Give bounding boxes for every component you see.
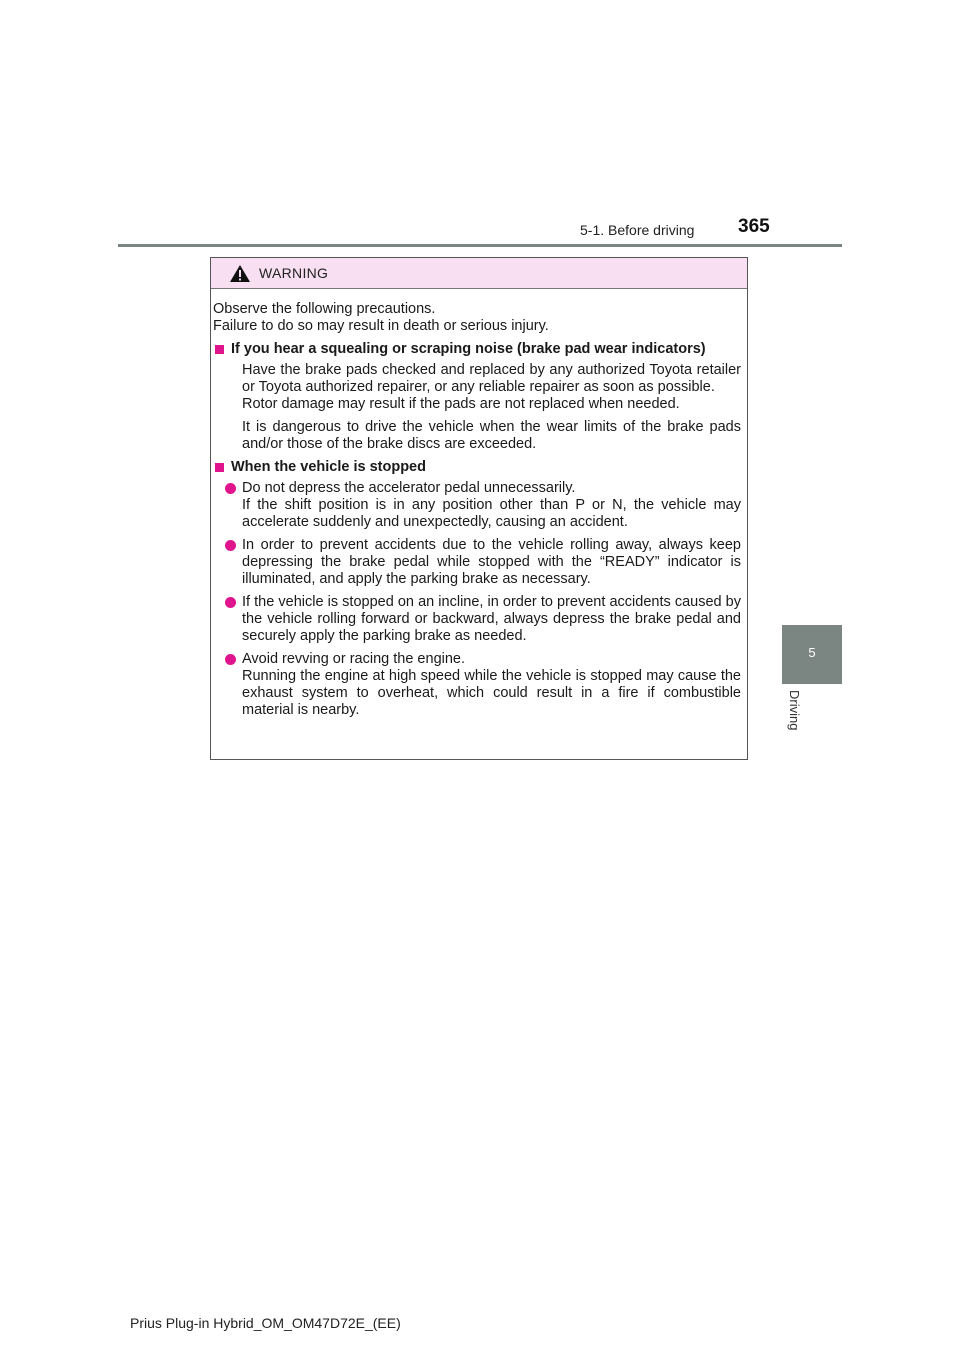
footer-document-id: Prius Plug-in Hybrid_OM_OM47D72E_(EE) [130,1315,401,1331]
warning-triangle-icon [229,264,251,283]
list-item-line: Avoid revving or racing the engine. [242,651,466,667]
square-bullet-icon [215,345,224,354]
list-item-line: Do not depress the accelerator pedal unnecessarily. [242,480,576,496]
list-item [242,537,741,588]
warning-box [210,257,748,760]
chapter-label [786,690,804,750]
warning-body [211,289,747,719]
page-number: 365 [738,216,770,237]
paragraph-line: It is dangerous to drive the vehicle when the wear limits of the brake pads and/or those of the brake discs are exceeded. [242,419,741,452]
header-section-title: 5-1. Before driving [580,222,695,238]
list-item-line: Running the engine at high speed while the vehicle is stopped may cause the exhaust system to overheat, which could result in a fire if combustible material is nearby. [242,668,741,718]
chapter-tab [782,625,842,684]
circle-bullet-icon [225,540,236,551]
list-item [242,594,741,645]
paragraph-line: Have the brake pads checked and replaced by any authorized Toyota retailer or Toyota authorized repairer, or any reliable repairer as soon as possible. [242,362,741,395]
paragraph [242,362,741,413]
circle-bullet-icon [225,483,236,494]
circle-bullet-icon [225,597,236,608]
chapter-label-text: Driving [787,690,802,731]
paragraph [242,419,741,453]
intro-line: Observe the following precautions. [213,301,436,317]
circle-bullet-icon [225,654,236,665]
section-heading [213,459,741,476]
section-heading-text: If you hear a squealing or scraping noise (brake pad wear indicators) [231,341,706,357]
list-item-line: If the shift position is in any position other than P or N, the vehicle may accelerate suddenly and unexpectedly, causing an accident. [242,497,741,530]
square-bullet-icon [215,463,224,472]
paragraph-line: Rotor damage may result if the pads are not replaced when needed. [242,396,680,412]
warning-intro [213,301,741,335]
list-item [242,651,741,719]
section-heading [213,341,741,358]
section-heading-text: When the vehicle is stopped [231,459,426,475]
header-rule [118,244,842,247]
list-item-line: If the vehicle is stopped on an incline, in order to prevent accidents caused by the vehicle rolling forward or backward, always depress the brake pedal and securely apply the parking brake as needed. [242,594,741,644]
intro-line: Failure to do so may result in death or serious injury. [213,318,549,334]
warning-header [211,258,747,289]
list-item [242,480,741,531]
chapter-tab-number: 5 [808,645,816,660]
warning-title: WARNING [259,265,329,281]
list-item-line: In order to prevent accidents due to the vehicle rolling away, always keep depressing the brake pedal while stopped with the “READY” indicator is illuminated, and apply the parking brake as necessary. [242,537,741,587]
